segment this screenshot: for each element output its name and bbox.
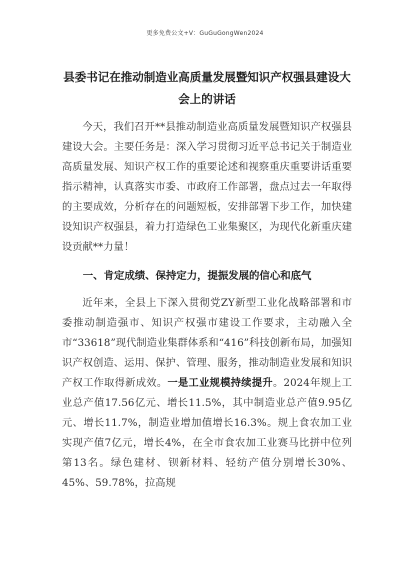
section-paragraph-continued: 。2024年规上工业总产值17.56亿元、增长11.5%，其中制造业总产值9.95亿元、增长11.7%，制造业增加值增长16.3%。规上食农加工业实现产值7亿元，增长4%，在全市食农加工业赛马比拼中位列第13名。绿色建材、钡新材料、轻纺产值分别增长30%、45%、59.78%，拉高规: [62, 378, 352, 489]
section-paragraph: [62, 294, 352, 494]
intro-paragraph: 今天，我们召开**县推动制造业高质量发展暨知识产权强县建设大会。主要任务是：深入学习贯彻习近平总书记关于制造业高质量发展、知识产权工作的重要论述和视察重庆重要讲话重要指示精神，认真落实市委、市政府工作部署，盘点过去一年取得的主要成效，分析存在的问题短板，安排部署下步工作，加快建设知识产权强县，着力打造绿色工业集聚区，为现代化新重庆建设贡献**力量！: [62, 122, 352, 253]
bold-point: 一是工业规模持续提升: [167, 378, 273, 389]
header-note: 更多免费公文+V：GuGuGongWen2024: [146, 30, 264, 37]
document-body: [62, 118, 352, 494]
document-title: 县委书记在推动制造业高质量发展暨知识产权强县建设大会上的讲话: [63, 70, 351, 106]
section-paragraph-text: 近年来，全县上下深入贯彻党ZY新型工业化战略部署和市委推动制造强市、知识产权强市建设工作要求，主动融入全市“33618”现代制造业集群体系和“416”科技创新布局，加强知识产权创造、运用、保护、管理、服务，推动制造业发展和知识产权工作取得新成效。: [62, 298, 352, 389]
section-heading: 一、肯定成绩、保持定力，提振发展的信心和底气: [82, 270, 312, 282]
